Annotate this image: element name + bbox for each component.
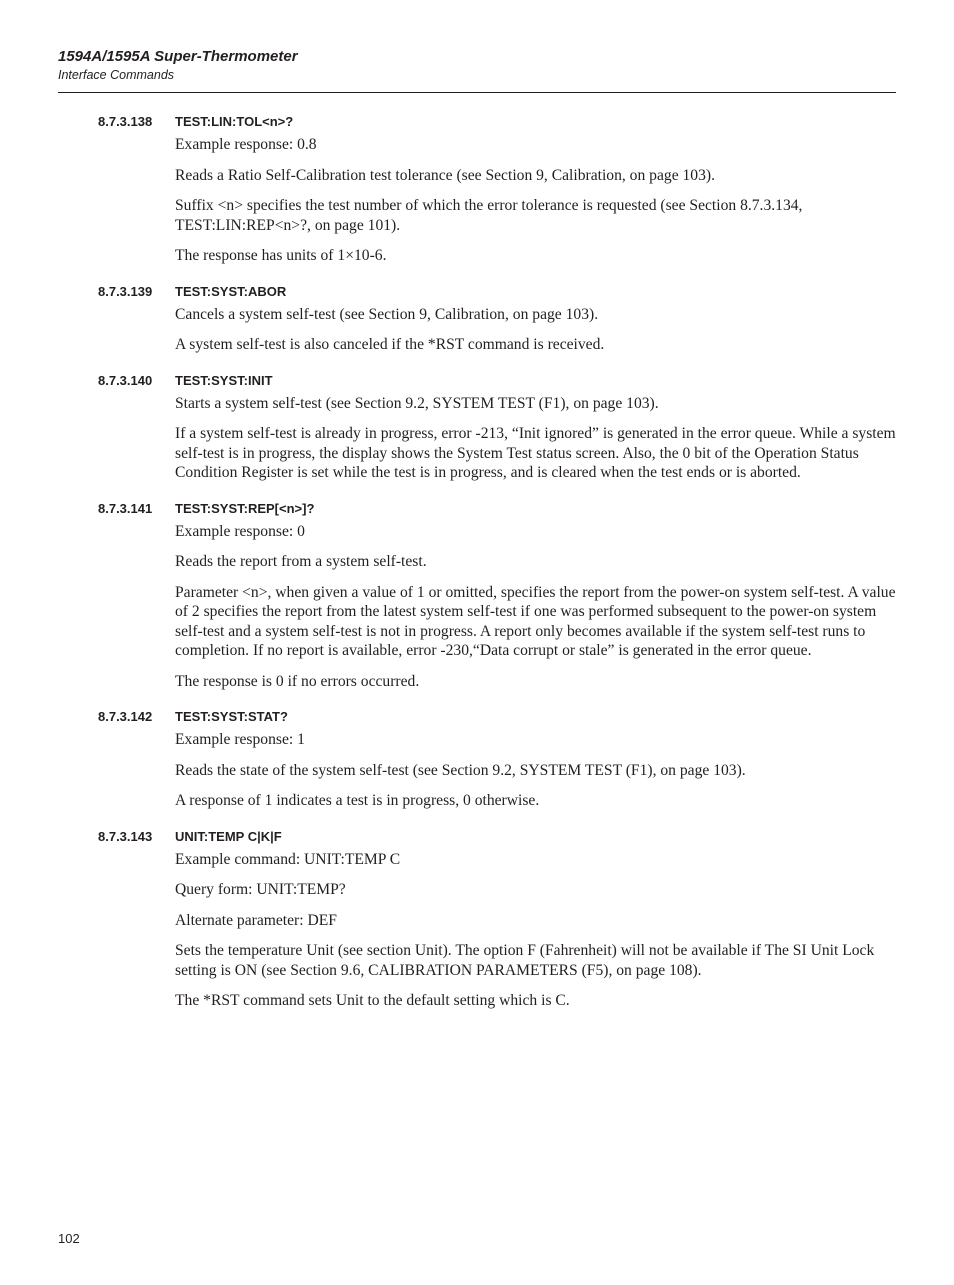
section-number: 8.7.3.143 xyxy=(98,828,153,844)
section-heading xyxy=(0,283,954,301)
paragraph: The *RST command sets Unit to the default setting which is C. xyxy=(175,992,570,1009)
section-title: TEST:SYST:STAT? xyxy=(175,709,288,724)
section-8-7-3-142 xyxy=(0,708,954,811)
section-number: 8.7.3.139 xyxy=(98,283,153,299)
chapter-subtitle: Interface Commands xyxy=(58,68,175,82)
section-heading xyxy=(0,500,954,518)
header-divider xyxy=(58,92,896,93)
page-number: 102 xyxy=(58,1231,80,1246)
paragraph: Query form: UNIT:TEMP? xyxy=(175,881,346,898)
section-heading xyxy=(0,113,954,131)
document-title: 1594A/1595A Super-Thermometer xyxy=(58,48,298,65)
paragraph: Example command: UNIT:TEMP C xyxy=(175,850,401,868)
paragraph: Sets the temperature Unit (see section Unit). The option F (Fahrenheit) will not be available if The SI Unit Lock setting is ON (see Section 9.6, CALIBRATION PARAMETERS (F5), on page 108). xyxy=(175,942,875,979)
paragraph: The response is 0 if no errors occurred. xyxy=(175,672,420,690)
paragraph: Example response: 0 xyxy=(175,522,305,540)
section-8-7-3-139 xyxy=(0,283,954,355)
paragraph: A system self-test is also canceled if the *RST command is received. xyxy=(175,336,605,353)
section-number: 8.7.3.142 xyxy=(98,709,153,724)
paragraph: Alternate parameter: DEF xyxy=(175,911,337,929)
section-heading xyxy=(0,372,954,390)
section-8-7-3-138 xyxy=(0,113,954,266)
paragraph: Parameter <n>, when given a value of 1 or omitted, specifies the report from the power-on system self-test. A value of 2 specifies the report from the latest system self-test if one was performed subsequent to the power-on system self-test and a system self-test is not in progress. A report only becomes available if the system self-test runs to completion. If no report is available, error -230,“Data corrupt or stale” is generated in the error queue. xyxy=(175,583,896,659)
section-title: TEST:LIN:TOL<n>? xyxy=(175,114,294,129)
section-title: UNIT:TEMP C|K|F xyxy=(175,828,282,844)
section-8-7-3-143 xyxy=(0,828,954,1011)
paragraph: Reads the state of the system self-test (see Section 9.2, SYSTEM TEST (F1), on page 103). xyxy=(175,761,746,779)
page-header xyxy=(58,48,896,83)
page-content xyxy=(0,113,954,1028)
paragraph: If a system self-test is already in progress, error -213, “Init ignored” is generated in the error queue. While a system self-test is in progress, the display shows the System Test status screen. Also, the 0 bit of the Operation Status Condition Register is set while the test is in progress, and is cleared when the test ends or is aborted. xyxy=(175,425,896,481)
paragraph: The response has units of 1×10-6. xyxy=(175,247,387,264)
section-heading xyxy=(0,708,954,726)
section-title: TEST:SYST:INIT xyxy=(175,372,273,388)
paragraph: Example response: 1 xyxy=(175,731,305,748)
paragraph: Example response: 0.8 xyxy=(175,136,317,153)
paragraph: Reads the report from a system self-test. xyxy=(175,553,427,570)
paragraph: Starts a system self-test (see Section 9.2, SYSTEM TEST (F1), on page 103). xyxy=(175,394,659,412)
section-number: 8.7.3.141 xyxy=(98,500,153,516)
paragraph: A response of 1 indicates a test is in progress, 0 otherwise. xyxy=(175,792,540,809)
section-title: TEST:SYST:REP[<n>]? xyxy=(175,500,315,516)
paragraph: Cancels a system self-test (see Section 9, Calibration, on page 103). xyxy=(175,305,599,323)
section-heading xyxy=(0,828,954,846)
section-number: 8.7.3.140 xyxy=(98,372,153,388)
paragraph: Suffix <n> specifies the test number of which the error tolerance is requested (see Section 8.7.3.134, TEST:LIN:REP<n>?, on page 101). xyxy=(175,197,803,234)
paragraph: Reads a Ratio Self-Calibration test tolerance (see Section 9, Calibration, on page 103). xyxy=(175,166,715,184)
section-title: TEST:SYST:ABOR xyxy=(175,283,287,299)
section-number: 8.7.3.138 xyxy=(98,114,153,129)
section-8-7-3-140 xyxy=(0,372,954,483)
section-8-7-3-141 xyxy=(0,500,954,692)
